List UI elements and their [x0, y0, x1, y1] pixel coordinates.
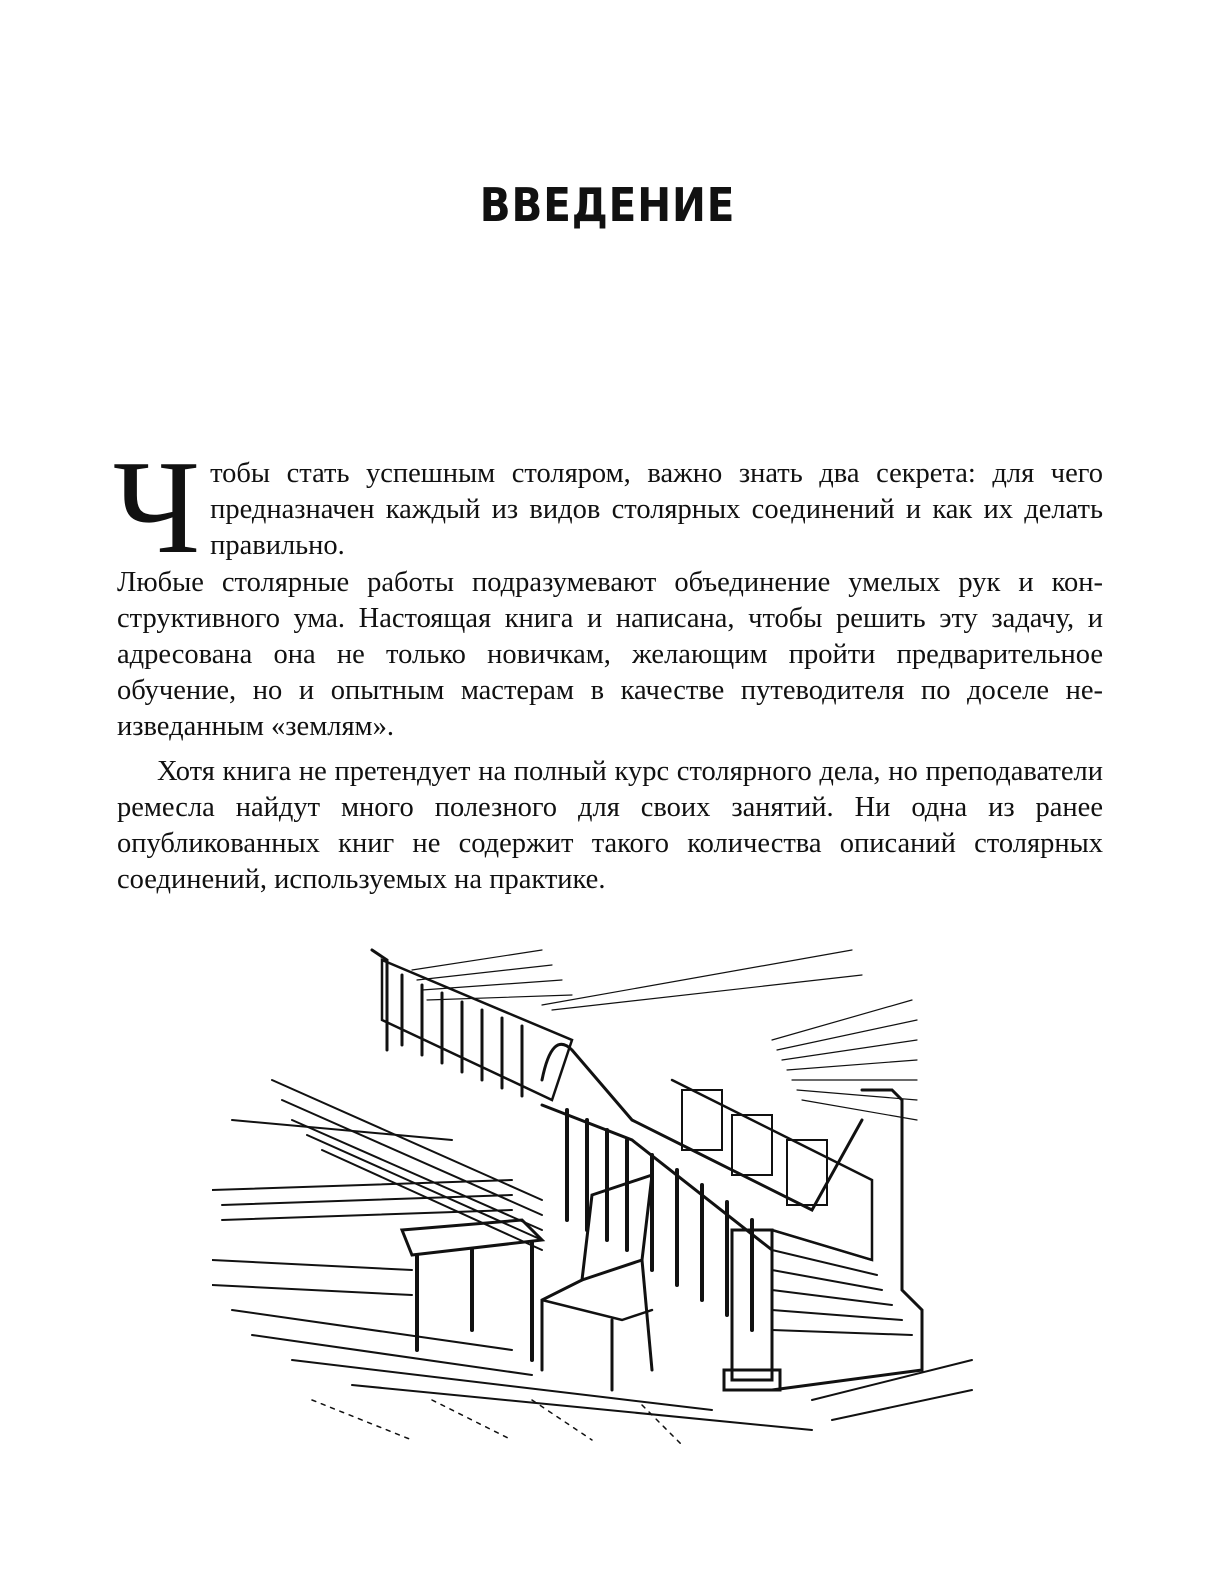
- intro-paragraph: [113, 433, 1103, 581]
- drop-cap: Ч: [113, 433, 201, 581]
- chapter-title: ВВЕДЕНИЕ: [479, 178, 736, 232]
- paragraph-2: Любые столярные работы подразумевают объединение умелых рук и конструктивного ума. Настоящая книга и написана, чтобы решить эту задачу, и адресована она не только новичкам, желающим пройти предварительное обучение, но и опытным мастерам в качестве путеводителя по доселе неизведанным «землям».: [117, 566, 1103, 743]
- staircase-illustration: [212, 930, 990, 1450]
- staircase-sketch: [212, 950, 972, 1445]
- paragraph-3: Хотя книга не претендует на полный курс столярного дела, но преподаватели ремесла найдут много полезного для своих занятий. Ни одна из ранее опубликованных книг не содержит такого количества описаний столярных соединений, используемых на практике.: [117, 755, 1103, 896]
- intro-text: тобы стать успешным столяром, важно знать два секрета: для чего предназначен каждый из видов столярных соединений и как их делать правильно.: [210, 458, 1103, 562]
- body-text: [113, 433, 1103, 898]
